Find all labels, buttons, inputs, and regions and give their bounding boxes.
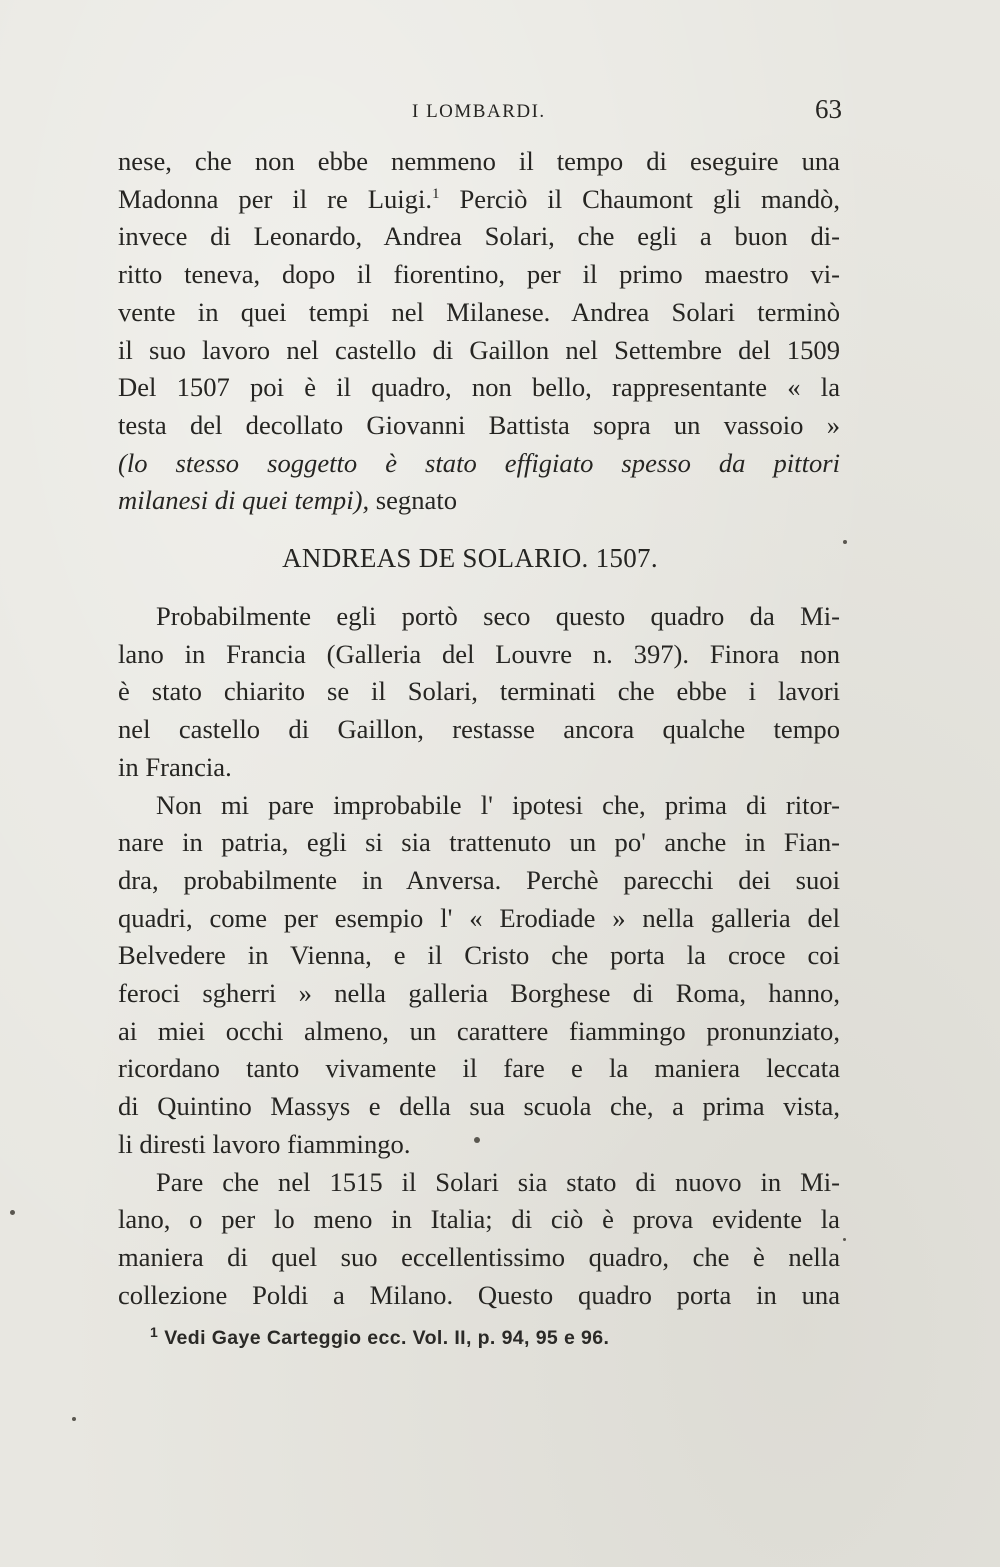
footnote-reference: 1	[432, 185, 440, 202]
text-line: in Francia.	[118, 751, 232, 782]
italic-text-line: (lo stesso soggetto è stato effigiato spesso da pittori	[118, 447, 840, 478]
text-fragment: segnato	[375, 485, 458, 516]
text-line: testa del decollato Giovanni Battista sopra un vassoio »	[118, 409, 840, 440]
text-line: nel castello di Gaillon, restasse ancora qualche tempo	[118, 714, 840, 745]
paragraph-1	[118, 143, 840, 520]
footnote-text: Vedi Gaye Carteggio ecc. Vol. II, p. 94, 95 e 96.	[164, 1327, 610, 1349]
text-line: dra, probabilmente in Anversa. Perchè parecchi dei suoi	[118, 864, 840, 895]
text-line: lano, o per lo meno in Italia; di ciò è prova evidente la	[118, 1204, 840, 1235]
text-line: Belvedere in Vienna, e il Cristo che porta la croce coi	[118, 940, 840, 971]
text-line: ritto teneva, dopo il fiorentino, per il primo maestro vi-	[118, 259, 840, 290]
footnote	[150, 1324, 609, 1350]
italic-text-fragment: milanesi di quei tempi),	[118, 485, 370, 516]
text-line: Probabilmente egli portò seco questo quadro da Mi-	[156, 601, 840, 632]
painting-signature: ANDREAS DE SOLARIO. 1507.	[282, 543, 658, 574]
page-header	[118, 92, 848, 132]
text-fragment: Perciò il Chaumont gli mandò,	[459, 183, 840, 214]
text-line: nare in patria, egli si sia trattenuto un po' anche in Fian-	[118, 827, 840, 858]
text-line: il suo lavoro nel castello di Gaillon nel Settembre del 1509	[118, 334, 840, 365]
text-line: ricordano tanto vivamente il fare e la maniera leccata	[118, 1053, 840, 1084]
paper-speck	[10, 1210, 15, 1215]
paper-speck	[843, 540, 847, 544]
text-line: nese, che non ebbe nemmeno il tempo di eseguire una	[118, 146, 840, 176]
text-line: è stato chiarito se il Solari, terminati che ebbe i lavori	[118, 676, 840, 707]
text-line: feroci sgherri » nella galleria Borghese di Roma, hanno,	[118, 978, 840, 1009]
paragraph-4	[118, 1164, 840, 1315]
footnote-mark: 1	[150, 1324, 159, 1340]
text-line: lano in Francia (Galleria del Louvre n. 397). Finora non	[118, 638, 840, 669]
text-line: Non mi pare improbabile l' ipotesi che, prima di ritor-	[156, 789, 840, 820]
text-line: vente in quei tempi nel Milanese. Andrea Solari terminò	[118, 296, 840, 327]
paper-speck	[72, 1417, 76, 1421]
text-line: ai miei occhi almeno, un carattere fiammingo pronunziato,	[118, 1015, 840, 1046]
paper-speck	[843, 1238, 846, 1241]
text-line: collezione Poldi a Milano. Questo quadro porta in una	[118, 1279, 840, 1310]
text-line	[118, 181, 840, 219]
text-line: Del 1507 poi è il quadro, non bello, rappresentante « la	[118, 372, 840, 403]
paper-speck	[474, 1137, 480, 1143]
text-line: li diresti lavoro fiammingo.	[118, 1128, 411, 1159]
paragraph-3	[118, 787, 840, 1164]
text-line: Pare che nel 1515 il Solari sia stato di nuovo in Mi-	[156, 1166, 840, 1197]
text-line	[118, 482, 840, 520]
text-line: invece di Leonardo, Andrea Solari, che egli a buon di-	[118, 221, 840, 252]
text-line: di Quintino Massys e della sua scuola che, a prima vista,	[118, 1091, 840, 1122]
text-line: quadri, come per esempio l' « Erodiade » nella galleria del	[118, 902, 840, 933]
running-head: I LOMBARDI.	[412, 101, 546, 122]
text-line: maniera di quel suo eccellentissimo quadro, che è nella	[118, 1241, 840, 1272]
text-fragment: Madonna per il re Luigi.	[118, 183, 432, 214]
page-number: 63	[815, 94, 842, 124]
paragraph-2	[118, 598, 840, 787]
